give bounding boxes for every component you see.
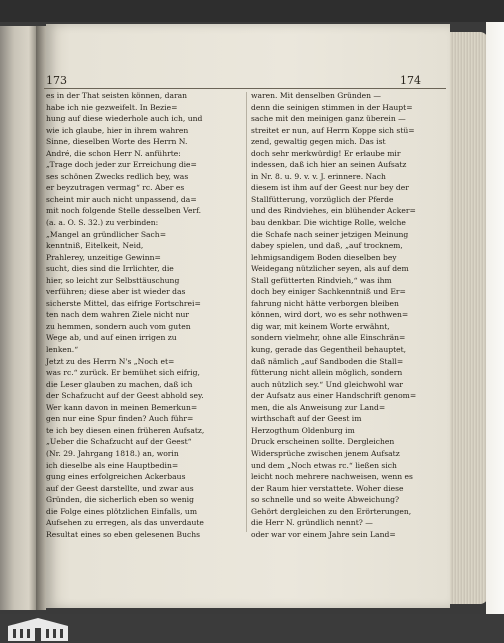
text-line: Wege ab, und auf einen irrigen zu [46,333,177,343]
text-line: „Ueber die Schafzucht auf der Geest“ [46,437,192,447]
text-line: „Mangel an gründlicher Sach= [46,229,167,239]
text-line: auch nützlich sey.“ Und gleichwohl war [251,379,403,389]
text-line: waren. Mit denselben Gründen — [251,91,381,100]
text-line: denn die seinigen stimmen in der Haupt= [251,102,413,112]
text-line: der Schafzucht auf der Geest abhold sey. [46,391,204,401]
book-cover [486,22,504,614]
text-line: so schnelle und so weite Abweichung? [251,495,400,505]
text-line: dig war, mit keinem Worte erwähnt, [251,321,390,331]
library-building-logo-icon [6,616,70,642]
text-line: zend, gewaltig gegen mich. Das ist [251,137,386,147]
text-line: doch sehr merkwürdig! Er erlaube mir [251,148,401,158]
text-line: können, wird dort, wo es sehr nothwen= [251,310,409,320]
text-line: bau denkbar. Die wichtige Rolle, welche [251,218,406,228]
page-number-right: 174 [400,74,421,87]
text-line: Gründen, die sicherlich eben so wenig [46,495,194,505]
text-line: doch bey einiger Sachkenntniß und Er= [251,287,406,297]
text-line: und des Rindviehes, ein blühender Acker= [251,206,416,216]
text-line: ich dieselbe als eine Hauptbedin= [46,460,179,470]
text-line: verführen; diese aber ist wieder das [46,287,186,297]
text-line: ten nach dem wahren Ziele nicht nur [46,310,190,320]
text-column-right [251,90,444,539]
left-page-edge [0,26,36,610]
text-line: Resultat eines so eben gelesenen Buchs [46,529,200,539]
text-line: auf der Geest darstellte, und zwar aus [46,483,194,493]
text-line: Wer kann davon in meinen Bemerkun= [46,402,198,412]
text-line: (a. a. O. S. 32.) zu verbinden: [46,218,159,228]
text-column-left [46,90,241,539]
text-line: sucht, dies sind die Irrlichter, die [46,264,174,274]
book-gutter [36,26,46,610]
text-line: streitet er nun, auf Herrn Koppe sich stü= [251,125,415,135]
text-line: die Leser glauben zu machen, daß ich [46,379,193,389]
text-line: fütterung nicht allein möglich, sondern [251,368,403,378]
text-line: lehmigsandigem Boden dieselben bey [251,252,397,262]
text-line: er beyzutragen vermag“ rc. Aber es [46,183,185,193]
text-line: hung auf diese wiederhole auch ich, und [46,114,203,124]
text-line: die Schafe nach seiner jetzigen Meinung [251,229,409,239]
text-line: sicherste Mittel, das eifrige Fortschrei= [46,298,201,308]
text-line: es in der That seisten können, daran [46,91,188,100]
text-line: gung eines erfolgreichen Ackerbaus [46,472,186,482]
text-line: zu hemmen, sondern auch vom guten [46,321,191,331]
text-line: mit noch folgende Stelle desselben Verf. [46,206,202,216]
text-line: die Herr N. gründlich nennt? — [251,518,373,528]
text-line: Stallfütterung, vorzüglich der Pferde [251,194,394,204]
text-line: André, die schon Herr N. anführte: [46,148,181,158]
text-line: Prahlerey, unzeitige Gewinn= [46,252,161,262]
text-line: Herzogthum Oldenburg im [251,425,355,435]
text-line: Sinne, dieselben Worte des Herrn N. [46,137,188,147]
text-line: Widersprüche zwischen jenem Aufsatz [251,448,400,458]
page-stack-edge [450,32,488,604]
text-line: sache mit den meinigen ganz überein — [251,114,406,124]
text-line: Jetzt zu des Herrn N's „Noch et= [46,356,175,366]
text-line: indessen, daß ich hier an seinen Aufsatz [251,160,407,170]
text-line: lenken.“ [46,345,79,355]
footer-bar [0,614,504,643]
text-line: men, die als Anweisung zur Land= [251,402,386,412]
text-line: was rc.“ zurück. Er bemühet sich eifrig, [46,368,200,378]
text-line: „Trage doch jeder zur Erreichung die= [46,160,197,170]
text-line: fahrung nicht hätte verborgen bleiben [251,298,399,308]
text-line: und dem „Noch etwas rc.“ ließen sich [251,460,397,470]
text-line: habe ich nie gezweifelt. In Bezie= [46,102,178,112]
text-line: Aufsehen zu erregen, als das unverdaute [46,518,204,528]
text-line: gen nur eine Spur finden? Auch führ= [46,414,194,424]
text-line: (Nr. 29. Jahrgang 1818.) an, worin [46,448,179,458]
text-line: daß nämlich „auf Sandboden die Stall= [251,356,404,366]
header-rule [44,88,446,89]
text-line: Weidegang nützlicher seyen, als auf dem [251,264,409,274]
text-line: die Folge eines plötzlichen Einfalls, um [46,506,198,516]
text-line: scheint mir auch nicht unpassend, da= [46,194,197,204]
text-line: wie ich glaube, hier in ihrem wahren [46,125,189,135]
text-line: hier, so leicht zur Selbsttäuschung [46,275,180,285]
text-line: der Aufsatz aus einer Handschrift genom= [251,391,417,401]
text-line: dabey spielen, und daß, „auf trocknem, [251,241,403,251]
page-number-left: 173 [46,74,67,87]
text-line: leicht noch mehrere nachweisen, wenn es [251,472,413,482]
text-line: diesem ist ihm auf der Geest nur bey der [251,183,409,193]
text-line: kenntniß, Eitelkeit, Neid, [46,241,144,251]
column-separator [246,92,247,532]
text-line: Druck erscheinen sollte. Dergleichen [251,437,395,447]
text-line: te ich bey diesen einen früheren Aufsatz, [46,425,205,435]
text-line: oder war vor einem Jahre sein Land= [251,529,396,539]
text-line: ses schönen Zwecks redlich bey, was [46,171,189,181]
text-line: Gehört dergleichen zu den Erörterungen, [251,506,412,516]
text-line: der Raum hier verstattete. Woher diese [251,483,404,493]
text-line: sondern vielmehr, ohne alle Einschrän= [251,333,406,343]
text-line: kung, gerade das Gegentheil behauptet, [251,345,407,355]
text-line: Stall gefütterten Rindvieh,“ was ihm [251,275,392,285]
text-line: wirthschaft auf der Geest im [251,414,362,424]
text-line: in Nr. 8. u. 9. v. v. J. erinnere. Nach [251,171,386,181]
